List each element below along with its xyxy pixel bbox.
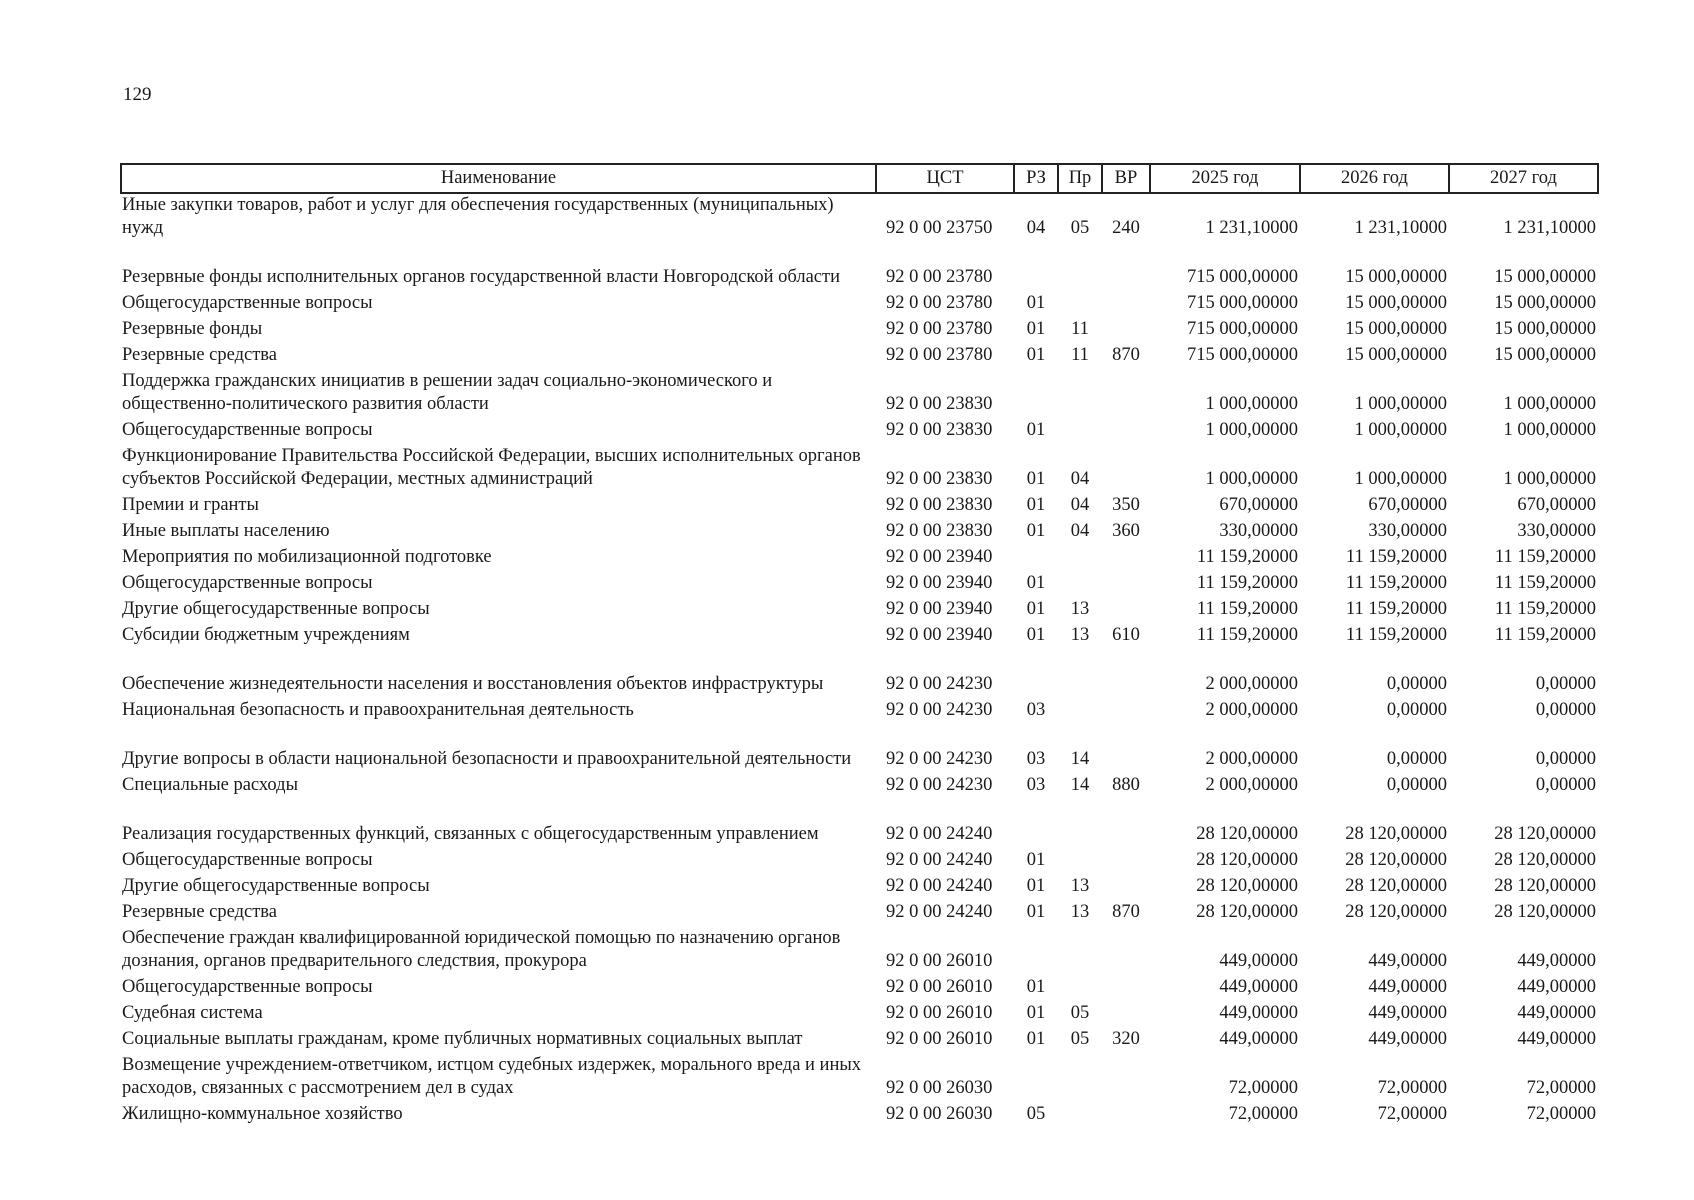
cell-cst: 92 0 00 26010: [886, 1029, 993, 1049]
cell-2027: 15 000,00000: [1494, 293, 1596, 313]
cell-pr: [1058, 292, 1102, 318]
cell-2027: 449,00000: [1517, 1029, 1596, 1049]
cell-pr: [1058, 650, 1102, 699]
cell-2026: 72,00000: [1377, 1104, 1447, 1124]
column-header-name: Наименование: [121, 164, 876, 193]
cell-2027: 28 120,00000: [1494, 824, 1596, 844]
cell-2026: 28 120,00000: [1345, 850, 1447, 870]
cell-name: Резервные средства: [122, 345, 277, 365]
cell-rz: [1014, 243, 1058, 292]
cell-vr: [1102, 927, 1150, 976]
cell-cst: 92 0 00 23940: [886, 599, 993, 619]
cell-2026: 670,00000: [1368, 495, 1447, 515]
cell-rz: 01: [1026, 977, 1046, 997]
cell-pr: [1058, 976, 1102, 1002]
cell-vr: [1102, 650, 1150, 699]
cell-vr: [1102, 370, 1150, 419]
cell-2025: 715 000,00000: [1187, 267, 1298, 287]
table-row: [121, 725, 1598, 774]
table-row: [121, 520, 1598, 546]
table-body: [121, 193, 1598, 1129]
page-number: 129: [123, 84, 152, 105]
cell-cst: 92 0 00 26030: [886, 1104, 993, 1124]
cell-vr: [1102, 318, 1150, 344]
cell-vr: [1102, 1054, 1150, 1103]
table-row: [121, 901, 1598, 927]
cell-cst: 92 0 00 23940: [886, 573, 993, 593]
cell-cst: 92 0 00 23830: [886, 394, 993, 414]
cell-pr: 11: [1071, 319, 1089, 339]
cell-rz: 01: [1026, 420, 1046, 440]
cell-2025: 449,00000: [1219, 977, 1298, 997]
cell-2025: 1 000,00000: [1205, 469, 1298, 489]
table-row: [121, 875, 1598, 901]
cell-cst: 92 0 00 23830: [886, 420, 993, 440]
table-row: [121, 370, 1598, 419]
cell-name: Функционирование Правительства Российской Федерации, высших исполнительных органов субъектов Российской Федерации, местных администраций: [122, 446, 861, 489]
cell-vr: [1102, 546, 1150, 572]
cell-2026: 28 120,00000: [1345, 876, 1447, 896]
cell-2025: 2 000,00000: [1205, 700, 1298, 720]
cell-2026: 15 000,00000: [1345, 293, 1447, 313]
cell-2025: 11 159,20000: [1196, 625, 1298, 645]
cell-cst: 92 0 00 23750: [886, 218, 993, 238]
table-row: [121, 650, 1598, 699]
cell-2027: 1 231,10000: [1503, 218, 1596, 238]
cell-name: Резервные средства: [122, 902, 277, 922]
cell-name: Реализация государственных функций, связанных с общегосударственным управлением: [122, 824, 819, 844]
cell-vr: 880: [1112, 775, 1140, 795]
cell-2026: 449,00000: [1368, 1003, 1447, 1023]
cell-name: Иные закупки товаров, работ и услуг для обеспечения государственных (муниципальных) нужд: [122, 195, 834, 238]
table-row: [121, 1028, 1598, 1054]
column-header-pr: Пр: [1058, 164, 1102, 193]
cell-pr: [1058, 419, 1102, 445]
cell-2027: 330,00000: [1517, 521, 1596, 541]
cell-2026: 11 159,20000: [1345, 573, 1447, 593]
cell-pr: 05: [1070, 218, 1090, 238]
column-header-rz: РЗ: [1014, 164, 1058, 193]
cell-cst: 92 0 00 24230: [886, 749, 993, 769]
cell-2025: 670,00000: [1219, 495, 1298, 515]
table-row: [121, 976, 1598, 1002]
budget-table: [120, 163, 1599, 1129]
cell-2025: 28 120,00000: [1196, 850, 1298, 870]
cell-cst: 92 0 00 26030: [886, 1078, 993, 1098]
cell-2025: 715 000,00000: [1187, 293, 1298, 313]
cell-pr: [1058, 927, 1102, 976]
cell-name: Резервные фонды: [122, 319, 263, 339]
cell-2026: 28 120,00000: [1345, 902, 1447, 922]
cell-rz: 03: [1026, 700, 1046, 720]
cell-vr: [1102, 976, 1150, 1002]
cell-cst: 92 0 00 23780: [886, 319, 993, 339]
cell-rz: [1014, 546, 1058, 572]
cell-2025: 2 000,00000: [1205, 775, 1298, 795]
cell-2025: 449,00000: [1219, 1029, 1298, 1049]
cell-2027: 15 000,00000: [1494, 345, 1596, 365]
cell-2026: 330,00000: [1368, 521, 1447, 541]
cell-cst: 92 0 00 26010: [886, 951, 993, 971]
cell-vr: [1102, 1103, 1150, 1129]
cell-rz: 01: [1026, 293, 1046, 313]
cell-2025: 11 159,20000: [1196, 573, 1298, 593]
column-header-2027: 2027 год: [1449, 164, 1598, 193]
cell-pr: 04: [1070, 521, 1090, 541]
cell-2026: 15 000,00000: [1345, 345, 1447, 365]
cell-vr: [1102, 725, 1150, 774]
cell-2027: 11 159,20000: [1494, 599, 1596, 619]
cell-2025: 715 000,00000: [1187, 345, 1298, 365]
cell-2026: 449,00000: [1368, 1029, 1447, 1049]
cell-2026: 1 000,00000: [1354, 394, 1447, 414]
cell-cst: 92 0 00 26010: [886, 1003, 993, 1023]
cell-2027: 15 000,00000: [1494, 319, 1596, 339]
cell-name: Национальная безопасность и правоохранительная деятельность: [122, 700, 634, 720]
cell-cst: 92 0 00 24230: [886, 674, 993, 694]
table-row: [121, 193, 1598, 243]
cell-vr: [1102, 800, 1150, 849]
cell-2027: 1 000,00000: [1503, 420, 1596, 440]
table-row: [121, 494, 1598, 520]
cell-vr: [1102, 1002, 1150, 1028]
cell-vr: [1102, 875, 1150, 901]
cell-pr: [1058, 370, 1102, 419]
cell-vr: 610: [1112, 625, 1140, 645]
cell-vr: 360: [1112, 521, 1140, 541]
cell-cst: 92 0 00 24240: [886, 902, 993, 922]
cell-2027: 0,00000: [1535, 749, 1596, 769]
cell-name: Премии и гранты: [122, 495, 259, 515]
column-header-vr: ВР: [1102, 164, 1150, 193]
cell-rz: [1014, 370, 1058, 419]
cell-2027: 72,00000: [1526, 1078, 1596, 1098]
cell-rz: 01: [1026, 1003, 1046, 1023]
cell-2025: 1 000,00000: [1205, 394, 1298, 414]
cell-name: Обеспечение граждан квалифицированной юридической помощью по назначению органов дознания, органов предварительного следствия, прокурора: [122, 928, 841, 971]
cell-pr: [1058, 243, 1102, 292]
cell-pr: 13: [1070, 902, 1090, 922]
table-row: [121, 243, 1598, 292]
cell-cst: 92 0 00 23780: [886, 293, 993, 313]
cell-2027: 11 159,20000: [1494, 573, 1596, 593]
cell-name: Судебная система: [122, 1003, 263, 1023]
table-row: [121, 344, 1598, 370]
cell-2025: 2 000,00000: [1205, 674, 1298, 694]
cell-2027: 449,00000: [1517, 1003, 1596, 1023]
cell-cst: 92 0 00 23780: [886, 267, 993, 287]
cell-rz: 05: [1026, 1104, 1046, 1124]
cell-pr: 05: [1070, 1029, 1090, 1049]
cell-2025: 449,00000: [1219, 1003, 1298, 1023]
cell-pr: [1058, 800, 1102, 849]
table-row: [121, 1002, 1598, 1028]
cell-pr: 14: [1070, 749, 1090, 769]
cell-rz: 01: [1026, 599, 1046, 619]
cell-cst: 92 0 00 23940: [886, 625, 993, 645]
cell-2027: 670,00000: [1517, 495, 1596, 515]
table-row: [121, 546, 1598, 572]
cell-2026: 1 000,00000: [1354, 420, 1447, 440]
cell-rz: 01: [1026, 521, 1046, 541]
cell-2026: 15 000,00000: [1345, 319, 1447, 339]
cell-name: Возмещение учреждением-ответчиком, истцом судебных издержек, морального вреда и иных расходов, связанных с рассмотрением дел в судах: [122, 1055, 862, 1098]
cell-2025: 449,00000: [1219, 951, 1298, 971]
cell-vr: [1102, 445, 1150, 494]
cell-cst: 92 0 00 24240: [886, 876, 993, 896]
cell-pr: [1058, 849, 1102, 875]
cell-name: Другие общегосударственные вопросы: [122, 876, 430, 896]
cell-pr: 14: [1070, 775, 1090, 795]
column-header-2025: 2025 год: [1150, 164, 1300, 193]
cell-rz: [1014, 1054, 1058, 1103]
cell-rz: 03: [1026, 775, 1046, 795]
cell-pr: [1058, 572, 1102, 598]
cell-2025: 28 120,00000: [1196, 876, 1298, 896]
cell-2026: 11 159,20000: [1345, 599, 1447, 619]
cell-vr: [1102, 598, 1150, 624]
cell-2026: 28 120,00000: [1345, 824, 1447, 844]
cell-2027: 72,00000: [1526, 1104, 1596, 1124]
table-row: [121, 292, 1598, 318]
table-header-row: [121, 164, 1598, 193]
cell-2027: 28 120,00000: [1494, 876, 1596, 896]
cell-vr: [1102, 243, 1150, 292]
cell-2025: 72,00000: [1228, 1078, 1298, 1098]
table-row: [121, 318, 1598, 344]
cell-cst: 92 0 00 23830: [886, 521, 993, 541]
column-header-2026: 2026 год: [1300, 164, 1449, 193]
cell-2026: 72,00000: [1377, 1078, 1447, 1098]
table-row: [121, 927, 1598, 976]
cell-vr: [1102, 572, 1150, 598]
cell-name: Поддержка гражданских инициатив в решении задач социально-экономического и общественно-политического развития области: [122, 371, 773, 414]
cell-vr: 870: [1112, 345, 1140, 365]
cell-2026: 0,00000: [1386, 700, 1447, 720]
cell-cst: 92 0 00 26010: [886, 977, 993, 997]
cell-name: Общегосударственные вопросы: [122, 977, 373, 997]
cell-pr: 13: [1070, 876, 1090, 896]
table-row: [121, 1103, 1598, 1129]
cell-cst: 92 0 00 23780: [886, 345, 993, 365]
column-header-cst: ЦСТ: [876, 164, 1014, 193]
cell-2025: 330,00000: [1219, 521, 1298, 541]
cell-2026: 11 159,20000: [1345, 625, 1447, 645]
cell-2025: 28 120,00000: [1196, 902, 1298, 922]
cell-2027: 1 000,00000: [1503, 469, 1596, 489]
cell-rz: [1014, 650, 1058, 699]
cell-rz: 01: [1026, 850, 1046, 870]
cell-cst: 92 0 00 23830: [886, 495, 993, 515]
cell-vr: [1102, 699, 1150, 725]
cell-2027: 28 120,00000: [1494, 902, 1596, 922]
table-row: [121, 419, 1598, 445]
cell-rz: 01: [1026, 319, 1046, 339]
table-row: [121, 800, 1598, 849]
cell-2027: 11 159,20000: [1494, 625, 1596, 645]
cell-rz: 01: [1026, 625, 1046, 645]
cell-2026: 15 000,00000: [1345, 267, 1447, 287]
cell-pr: [1058, 1054, 1102, 1103]
cell-2026: 1 000,00000: [1354, 469, 1447, 489]
cell-2027: 449,00000: [1517, 977, 1596, 997]
cell-vr: 350: [1112, 495, 1140, 515]
cell-2026: 0,00000: [1386, 775, 1447, 795]
cell-pr: 04: [1070, 469, 1090, 489]
cell-2026: 449,00000: [1368, 951, 1447, 971]
cell-2025: 11 159,20000: [1196, 547, 1298, 567]
table-row: [121, 598, 1598, 624]
cell-pr: [1058, 1103, 1102, 1129]
cell-2027: 11 159,20000: [1494, 547, 1596, 567]
cell-2025: 28 120,00000: [1196, 824, 1298, 844]
cell-cst: 92 0 00 24240: [886, 850, 993, 870]
cell-rz: 04: [1026, 218, 1046, 238]
cell-2026: 1 231,10000: [1354, 218, 1447, 238]
cell-rz: 03: [1026, 749, 1046, 769]
cell-2025: 715 000,00000: [1187, 319, 1298, 339]
cell-pr: 11: [1071, 345, 1089, 365]
cell-2027: 0,00000: [1535, 674, 1596, 694]
cell-rz: [1014, 927, 1058, 976]
cell-cst: 92 0 00 24230: [886, 775, 993, 795]
cell-rz: [1014, 800, 1058, 849]
cell-pr: 13: [1070, 625, 1090, 645]
cell-2027: 1 000,00000: [1503, 394, 1596, 414]
cell-2026: 0,00000: [1386, 674, 1447, 694]
table-row: [121, 774, 1598, 800]
cell-pr: 13: [1070, 599, 1090, 619]
cell-pr: 05: [1070, 1003, 1090, 1023]
cell-rz: 01: [1026, 1029, 1046, 1049]
cell-vr: [1102, 849, 1150, 875]
cell-pr: [1058, 699, 1102, 725]
cell-2025: 1 231,10000: [1205, 218, 1298, 238]
cell-rz: 01: [1026, 469, 1046, 489]
table-row: [121, 445, 1598, 494]
cell-2027: 15 000,00000: [1494, 267, 1596, 287]
cell-pr: 04: [1070, 495, 1090, 515]
cell-rz: 01: [1026, 345, 1046, 365]
cell-2027: 0,00000: [1535, 775, 1596, 795]
cell-2027: 0,00000: [1535, 700, 1596, 720]
cell-cst: 92 0 00 23830: [886, 469, 993, 489]
cell-pr: [1058, 546, 1102, 572]
cell-2025: 1 000,00000: [1205, 420, 1298, 440]
cell-vr: [1102, 292, 1150, 318]
cell-cst: 92 0 00 23940: [886, 547, 993, 567]
cell-vr: 320: [1112, 1029, 1140, 1049]
cell-cst: 92 0 00 24240: [886, 824, 993, 844]
cell-2025: 2 000,00000: [1205, 749, 1298, 769]
cell-2026: 449,00000: [1368, 977, 1447, 997]
table-row: [121, 572, 1598, 598]
cell-name: Другие общегосударственные вопросы: [122, 599, 430, 619]
cell-name: Социальные выплаты гражданам, кроме публичных нормативных социальных выплат: [122, 1029, 803, 1049]
table-row: [121, 1054, 1598, 1103]
cell-2025: 72,00000: [1228, 1104, 1298, 1124]
cell-name: Общегосударственные вопросы: [122, 420, 373, 440]
cell-name: Субсидии бюджетным учреждениям: [122, 625, 410, 645]
cell-name: Иные выплаты населению: [122, 521, 330, 541]
table-row: [121, 624, 1598, 650]
cell-vr: [1102, 419, 1150, 445]
cell-rz: 01: [1026, 876, 1046, 896]
cell-name: Другие вопросы в области национальной безопасности и правоохранительной деятельности: [122, 749, 852, 769]
cell-name: Жилищно-коммунальное хозяйство: [122, 1104, 403, 1124]
table-row: [121, 699, 1598, 725]
cell-2026: 11 159,20000: [1345, 547, 1447, 567]
cell-name: Общегосударственные вопросы: [122, 573, 373, 593]
cell-2027: 28 120,00000: [1494, 850, 1596, 870]
cell-name: Специальные расходы: [122, 775, 298, 795]
cell-rz: 01: [1026, 902, 1046, 922]
cell-rz: 01: [1026, 573, 1046, 593]
cell-2026: 0,00000: [1386, 749, 1447, 769]
cell-2027: 449,00000: [1517, 951, 1596, 971]
cell-name: Мероприятия по мобилизационной подготовке: [122, 547, 492, 567]
cell-cst: 92 0 00 24230: [886, 700, 993, 720]
cell-name: Резервные фонды исполнительных органов государственной власти Новгородской области: [122, 267, 840, 287]
cell-2025: 11 159,20000: [1196, 599, 1298, 619]
cell-rz: 01: [1026, 495, 1046, 515]
cell-name: Обеспечение жизнедеятельности населения и восстановления объектов инфраструктуры: [122, 674, 824, 694]
cell-vr: 240: [1112, 218, 1140, 238]
cell-vr: 870: [1112, 902, 1140, 922]
table-row: [121, 849, 1598, 875]
cell-name: Общегосударственные вопросы: [122, 850, 373, 870]
cell-name: Общегосударственные вопросы: [122, 293, 373, 313]
